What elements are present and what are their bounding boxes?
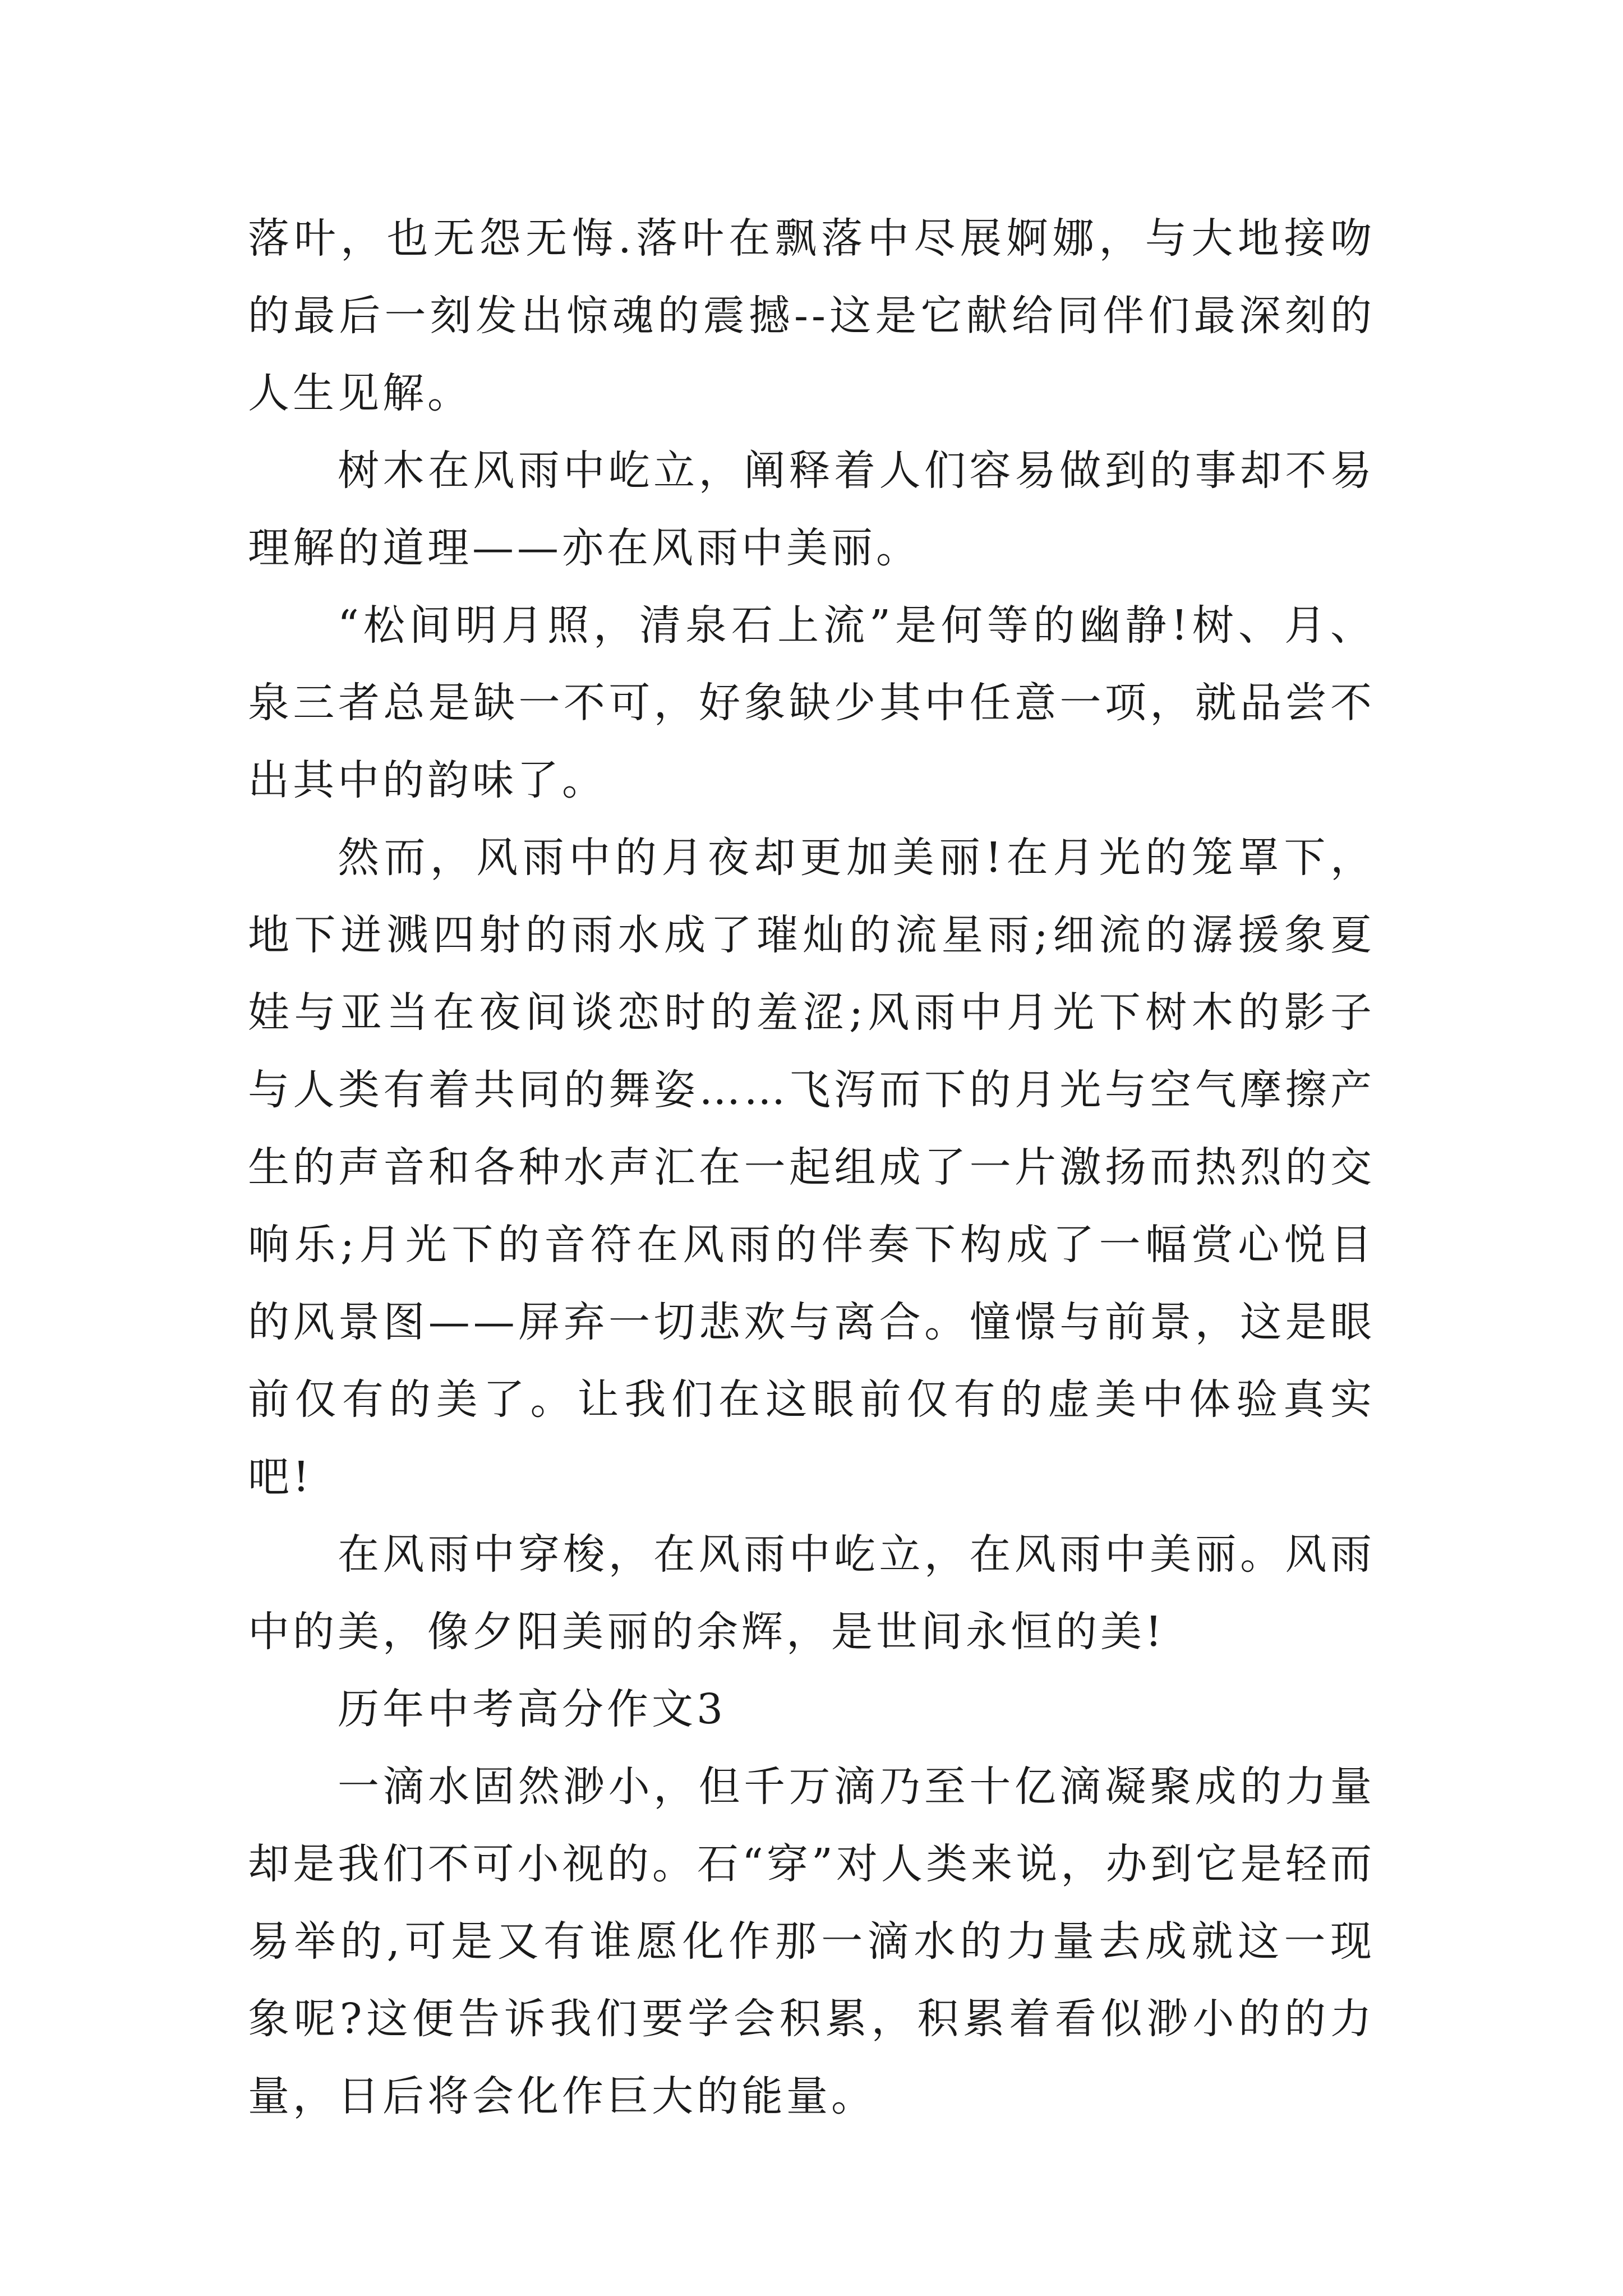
paragraph-water-drop: 一滴水固然渺小，但千万滴乃至十亿滴凝聚成的力量却是我们不可小视的。石“穿”对人类来说，办到它是轻而易举的,可是又有谁愿化作那一滴水的力量去成就这一现象呢?这便告诉我们要学会积累，积累着看似渺小的的力量，日后将会化作巨大的能量。 <box>248 1763 1375 2120</box>
paragraph-trees: 树木在风雨中屹立，阐释着人们容易做到的事却不易理解的道理——亦在风雨中美丽。 <box>248 447 1375 572</box>
paragraph-conclusion: 在风雨中穿梭，在风雨中屹立，在风雨中美丽。风雨中的美，像夕阳美丽的余辉，是世间永恒的美! <box>248 1530 1375 1656</box>
essay-heading: 历年中考高分作文3 <box>338 1685 727 1733</box>
paragraph-moonlight-quote: “松间明月照，清泉石上流”是何等的幽静!树、月、泉三者总是缺一不可，好象缺少其中任意一项，就品尝不出其中的韵味了。 <box>248 601 1375 804</box>
document-body <box>248 200 1375 2135</box>
paragraph-continued: 落叶，也无怨无悔.落叶在飘落中尽展婀娜，与大地接吻的最后一刻发出惊魂的震撼--这是它献给同伴们最深刻的人生见解。 <box>248 214 1375 417</box>
paragraph-moonlit-night: 然而，风雨中的月夜却更加美丽!在月光的笼罩下，地下迸溅四射的雨水成了璀灿的流星雨;细流的潺援象夏娃与亚当在夜间谈恋时的羞涩;风雨中月光下树木的影子与人类有着共同的舞姿……飞泻而下的月光与空气摩擦产生的声音和各种水声汇在一起组成了一片激扬而热烈的交响乐;月光下的音符在风雨的伴奏下构成了一幅赏心悦目的风景图——屏弃一切悲欢与离合。憧憬与前景，这是眼前仅有的美了。让我们在这眼前仅有的虚美中体验真实吧! <box>248 834 1375 1501</box>
